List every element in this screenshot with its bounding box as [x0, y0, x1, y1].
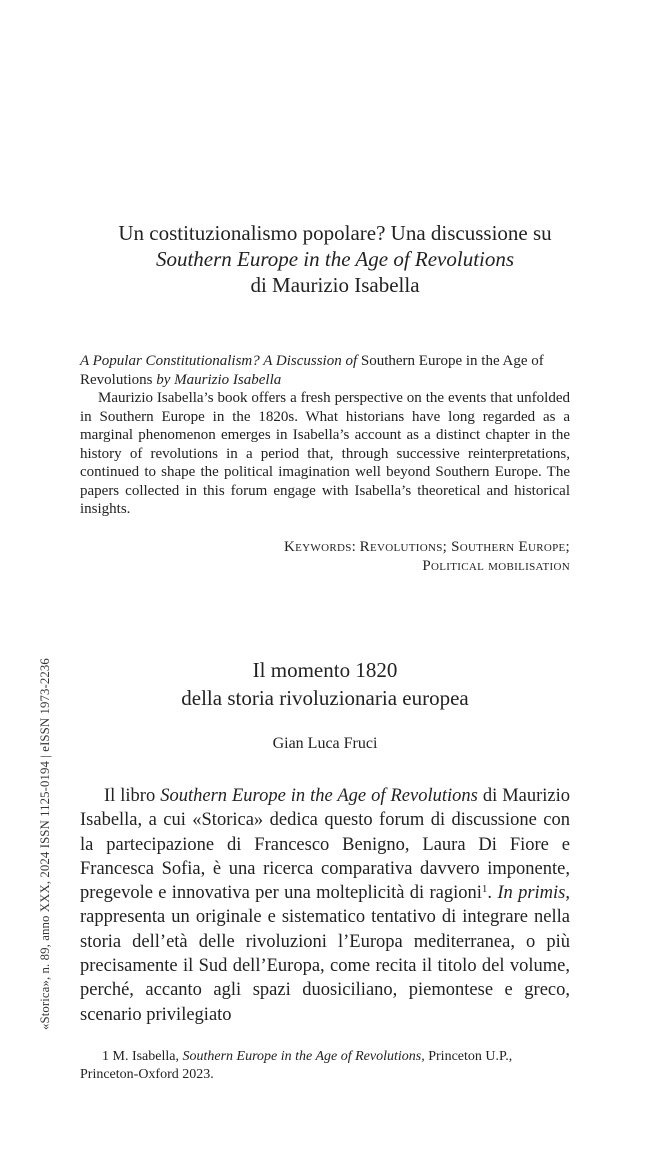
keywords-label: Keywords: — [284, 539, 357, 555]
forum-title-book: Southern Europe in the Age of Revolutions — [155, 247, 515, 271]
article-author: Gian Luca Fruci — [272, 735, 378, 752]
footnote: 1 M. Isabella, Southern Europe in the Age of Revolutions, Princeton U.P., Princeton-Oxford 2023. — [80, 1049, 513, 1082]
article-title — [60, 656, 590, 712]
keywords-line2: Political mobilisation — [422, 557, 570, 574]
keywords-line1: Revolutions; Southern Europe; — [359, 539, 570, 555]
abstract — [80, 352, 570, 519]
keywords — [284, 538, 570, 575]
journal-sidebar: «Storica», n. 89, anno XXX, 2024 ISSN 1125-0194 | eISSN 1973-2236 — [38, 658, 52, 1030]
article-title-line2: della storia rivoluzionaria europea — [181, 686, 469, 710]
article-title-line1: Il momento 1820 — [252, 658, 398, 682]
forum-title-line1: Un costituzionalismo popolare? Una discussione su — [118, 221, 552, 245]
abstract-heading: A Popular Constitutionalism? A Discussion of Southern Europe in the Age of Revolutions by Maurizio Isabella — [80, 353, 544, 388]
forum-title-author: di Maurizio Isabella — [250, 273, 420, 297]
footnote-number: 1 — [102, 1049, 109, 1064]
footnote-ref[interactable]: 1 — [481, 883, 488, 896]
body-paragraph: Il libro Southern Europe in the Age of Revolutions di Maurizio Isabella, a cui «Storica» dedica questo forum di discussione con la partecipazione di Francesco Benigno, Laura Di Fiore e Francesca Sofia, è una ricerca comparativa davvero imponente, pregevole e innovativa per una molteplicità di ragioni$^1$. In primis, rappresenta un originale e sistematico tentativo di integrare nella storia dell’età delle rivoluzioni l’Europa mediterranea, o più precisamente il Sud dell’Europa, come recita il titolo del volume, perché, accanto agli spazi duosiciliano, piemontese e greco, scenario privilegiato — [80, 786, 571, 1025]
forum-title — [60, 220, 610, 298]
abstract-text: Maurizio Isabella’s book offers a fresh perspective on the events that unfolded in Southern Europe in the 1820s. What historians have long regarded as a marginal phenomenon emerges in Isabella’s account as a distinct chapter in the history of revolutions in a period that, through successive reinterpretations, continued to shape the political imagination well beyond Southern Europe. The papers collected in this forum engage with Isabella’s theoretical and historical insights. — [80, 390, 570, 517]
